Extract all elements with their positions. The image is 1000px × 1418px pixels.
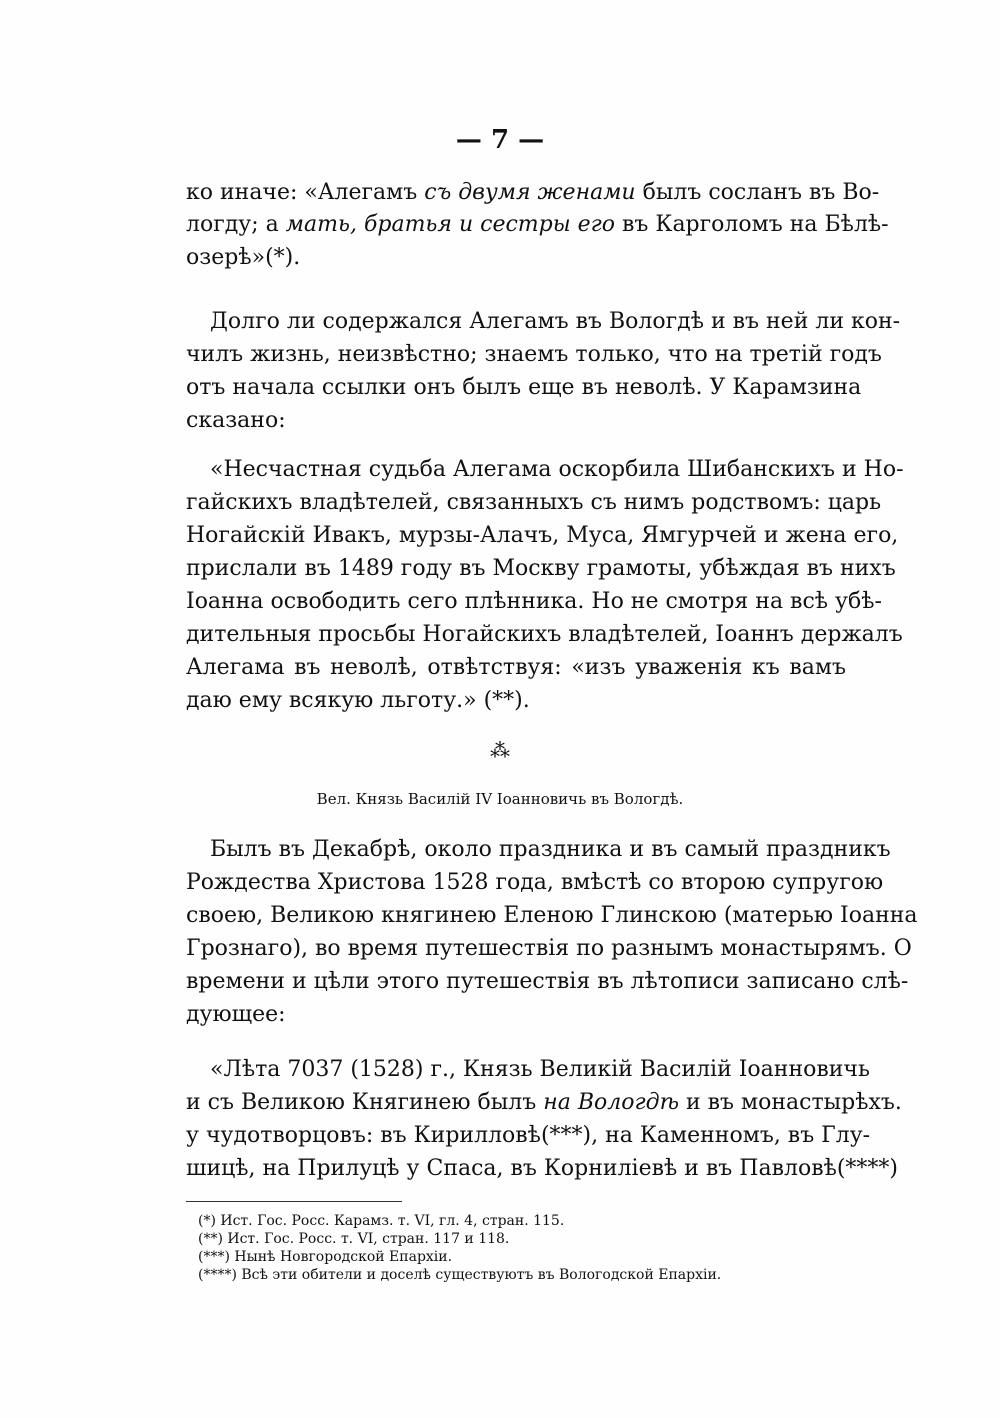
section-heading: Вел. Князь Василій IV Іоанновичь въ Вологдѣ. [316, 790, 684, 808]
text-line [186, 868, 884, 898]
text-line-content: Долго ли содержался Алегамъ въ Вологдѣ и въ ней ли кон- [210, 309, 901, 334]
text-line [186, 587, 882, 617]
footnote: (***) Нынѣ Новгородской Епархіи. [198, 1249, 453, 1265]
text-line-content: времени и цѣли этого путешествія въ лѣтописи записано слѣ- [186, 969, 909, 994]
text-line-content: прислали въ 1489 году въ Москву грамоты, убѣждая въ нихъ [186, 556, 896, 581]
text-line [186, 488, 882, 518]
text-line-content: шицѣ, на Прилуцѣ у Спаса, въ Корниліевѣ и въ Павловѣ(****) [186, 1156, 899, 1181]
italic-phrase: мать, братья и сестры его [285, 212, 616, 237]
text-line-content: даю ему всякую льготу.» (**). [186, 688, 530, 713]
text-line-content: и въ монастырѣхъ. [679, 1090, 902, 1115]
text-line-content: отъ начала ссылки онъ былъ еще въ неволѣ. У Карамзина [186, 375, 862, 400]
page-number: — 7 — [455, 125, 545, 155]
text-line-content: дующее: [186, 1002, 286, 1027]
text-line [210, 307, 901, 337]
italic-phrase: на Вологдѣ [543, 1090, 679, 1115]
text-line-content: у чудотворцовъ: въ Кирилловѣ(***), на Каменномъ, въ Глу- [186, 1123, 871, 1148]
footnote: (**) Ист. Гос. Росс. т. VI, стран. 117 и 118. [198, 1231, 510, 1247]
text-line-content: «Лѣта 7037 (1528) г., Князь Великій Василій Іоанновичь [210, 1057, 870, 1082]
text-line-content: Рождества Христова 1528 года, вмѣстѣ со второю супругою [186, 870, 884, 895]
italic-phrase: съ двумя женами [424, 180, 636, 205]
text-line-content: и съ Великою Княгинею былъ [186, 1090, 544, 1115]
text-line-content: въ Карголомъ на Бѣлѣ- [615, 212, 889, 237]
text-line-content: Грознаго), во время путешествія по разнымъ монастырямъ. О [186, 936, 912, 961]
text-line [186, 554, 896, 584]
text-line [186, 178, 880, 208]
footnote: (****) Всѣ эти обители и доселѣ существуютъ въ Вологодской Епархіи. [198, 1267, 722, 1283]
text-line-content: «Несчастная судьба Алегама оскорбила Шибанскихъ и Но- [210, 457, 904, 482]
footnote: (*) Ист. Гос. Росс. Карамз. т. VI, гл. 4, стран. 115. [198, 1213, 565, 1229]
text-line-content: озерѣ»(*). [186, 245, 301, 270]
text-line-content: Іоанна освободить сего плѣнника. Но не смотря на всѣ убѣ- [186, 589, 882, 614]
text-line [186, 620, 903, 650]
text-line [186, 1121, 871, 1151]
footnote-rule [186, 1201, 402, 1202]
text-line [186, 1154, 899, 1184]
text-line-content: Алегама въ неволѣ, отвѣтствуя: «изъ уваженія къ вамъ [186, 655, 846, 680]
text-line [186, 686, 846, 716]
text-line [210, 455, 904, 485]
text-line-content: былъ сосланъ въ Во- [635, 180, 880, 205]
text-line-content: чилъ жизнь, неизвѣстно; знаемъ только, что на третій годъ [186, 342, 882, 367]
text-line [186, 1088, 902, 1118]
text-line [186, 1000, 846, 1030]
text-line-content: своею, Великою княгинею Еленою Глинскою (матерью Іоанна [186, 903, 918, 928]
text-line-content: дительныя просьбы Ногайскихъ владѣтелей, Іоаннъ держалъ [186, 622, 903, 647]
text-line-content: сказано: [186, 408, 286, 433]
text-line-content: Былъ въ Декабрѣ, около праздника и въ самый праздникъ [210, 837, 891, 862]
text-line-content: гайскихъ владѣтелей, связанныхъ съ нимъ родствомъ: царь [186, 490, 882, 515]
text-line-content: логду; а [186, 212, 286, 237]
text-line [210, 835, 891, 865]
text-line [186, 901, 918, 931]
text-line [186, 967, 909, 997]
text-line [186, 210, 889, 240]
text-line [186, 406, 846, 436]
text-line [210, 1055, 870, 1085]
text-line-content: Ногайскій Ивакъ, мурзы-Алачъ, Муса, Ямгурчей и жена его, [186, 523, 899, 548]
text-line [186, 243, 846, 273]
text-line [186, 340, 882, 370]
text-line [186, 653, 846, 683]
text-line [186, 934, 912, 964]
text-line [186, 521, 899, 551]
text-line-content: ко иначе: «Алегамъ [186, 180, 425, 205]
section-asterism: ⁂ [490, 738, 510, 762]
text-line [186, 373, 862, 403]
